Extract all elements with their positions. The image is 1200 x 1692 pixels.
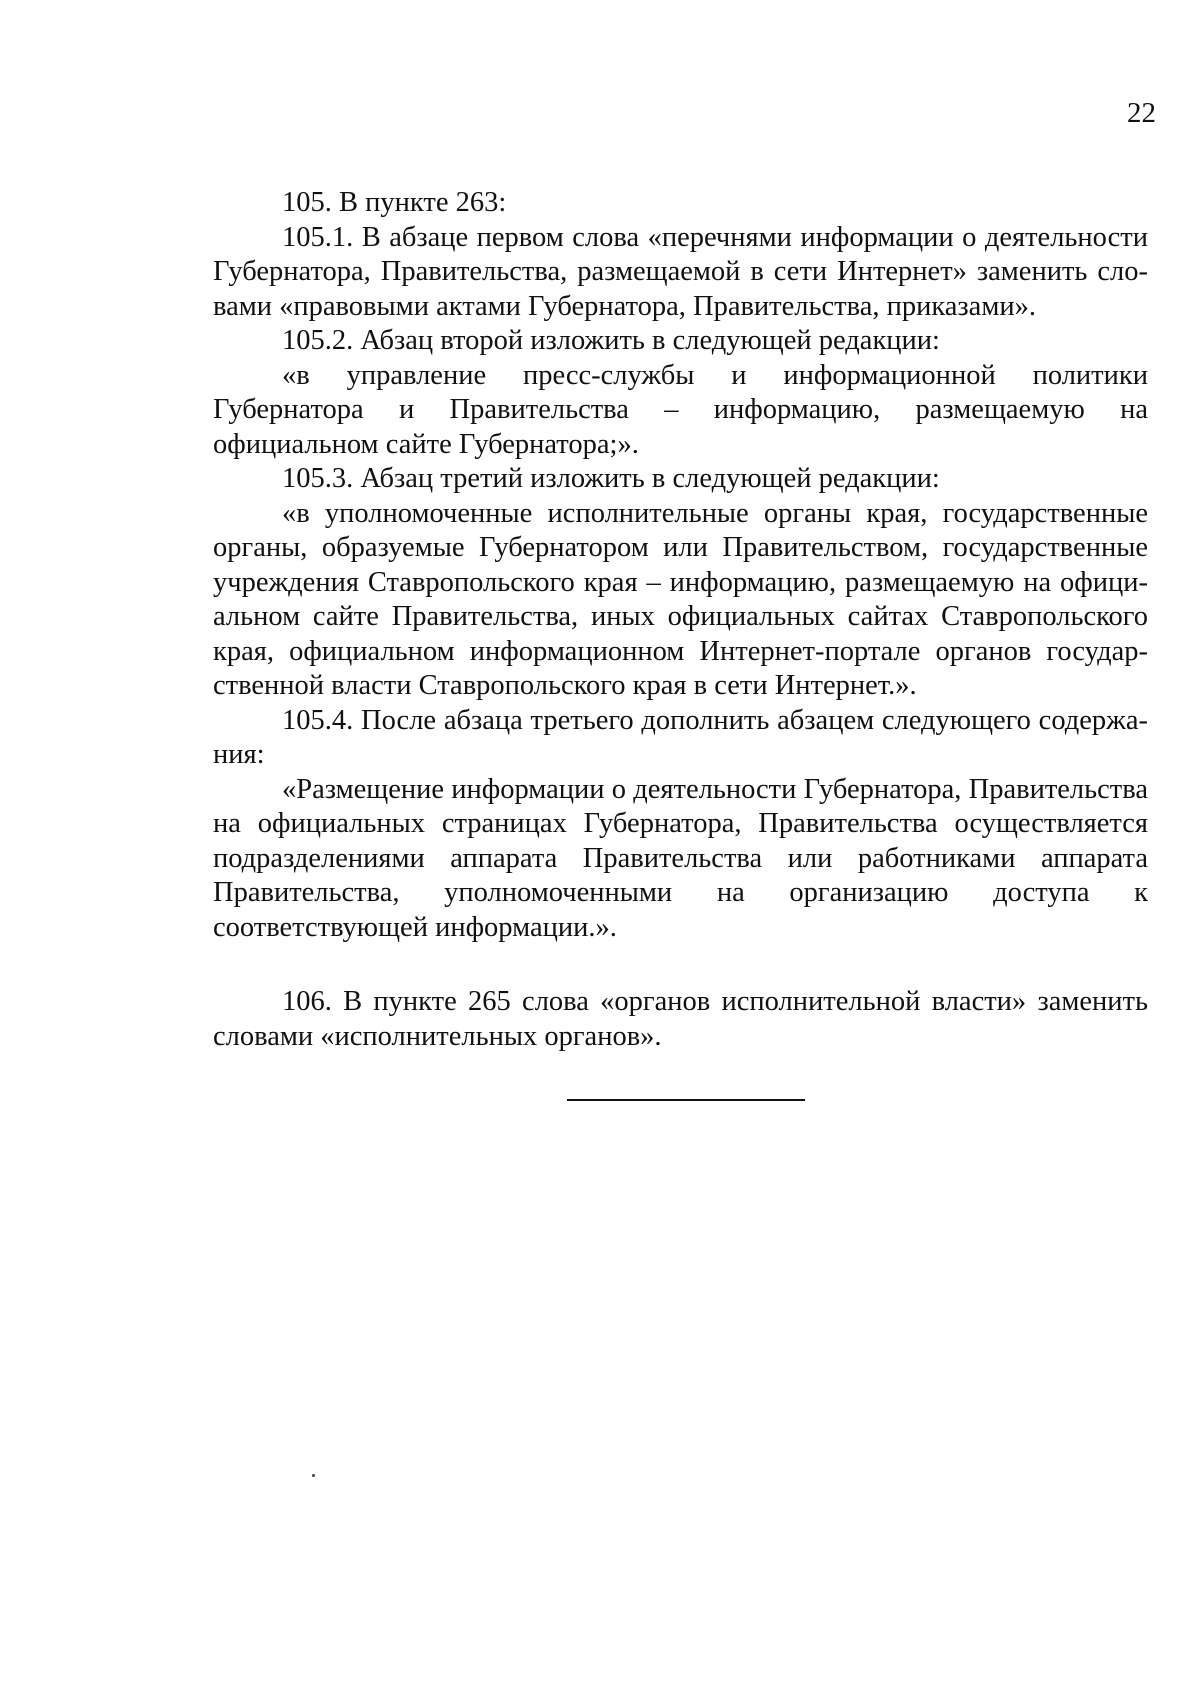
quote-105-4: «Размещение информации о деятельности Губернатора, Правительства на официальных страницах Губернатора, Правительства осуществляется подразделениями аппарата Правительства или работниками аппарата Правительства, уполномоченными на организацию доступа к соответствующей информации.». bbox=[213, 773, 1148, 943]
quote-105-3: «в уполномоченные исполнительные органы края, государственные органы, образуемые Губернатором или Правительством, государственные учреждения Ставропольского края – информацию, размещаемую на официальном сайте Правительства, иных официальных сайтах Ставропольского края, официальном информационном Интернет-портале органов государственной власти Ставропольского края в сети Интернет.». bbox=[213, 497, 1148, 701]
paragraph-105-1: 105.1. В абзаце первом слова «перечнями информации о деятельности Губернатора, Правительства, размещаемой в сети Интернет» заменить словами «правовыми актами Губернатора, Правительства, приказами». bbox=[213, 221, 1148, 322]
paragraph-106: 106. В пункте 265 слова «органов исполнительной власти» заменить словами «исполнительных органов». bbox=[213, 986, 1148, 1052]
paragraph-105-4: 105.4. После абзаца третьего дополнить абзацем следующего содержания: bbox=[213, 704, 1148, 770]
paragraph-105: 105. В пункте 263: bbox=[282, 187, 507, 218]
paragraph-spacer bbox=[213, 945, 1148, 985]
end-of-text-rule bbox=[567, 1099, 805, 1101]
document-body bbox=[213, 186, 1148, 1054]
quote-105-2: «в управление пресс-службы и информационной политики Губернатора и Правительства – информацию, размещаемую на официальном сайте Губернатора;». bbox=[213, 359, 1148, 460]
paragraph-105-2: 105.2. Абзац второй изложить в следующей редакции: bbox=[282, 325, 940, 356]
scan-speck bbox=[312, 1474, 315, 1477]
page-number: 22 bbox=[1127, 97, 1156, 129]
paragraph-105-3: 105.3. Абзац третий изложить в следующей редакции: bbox=[282, 463, 940, 494]
